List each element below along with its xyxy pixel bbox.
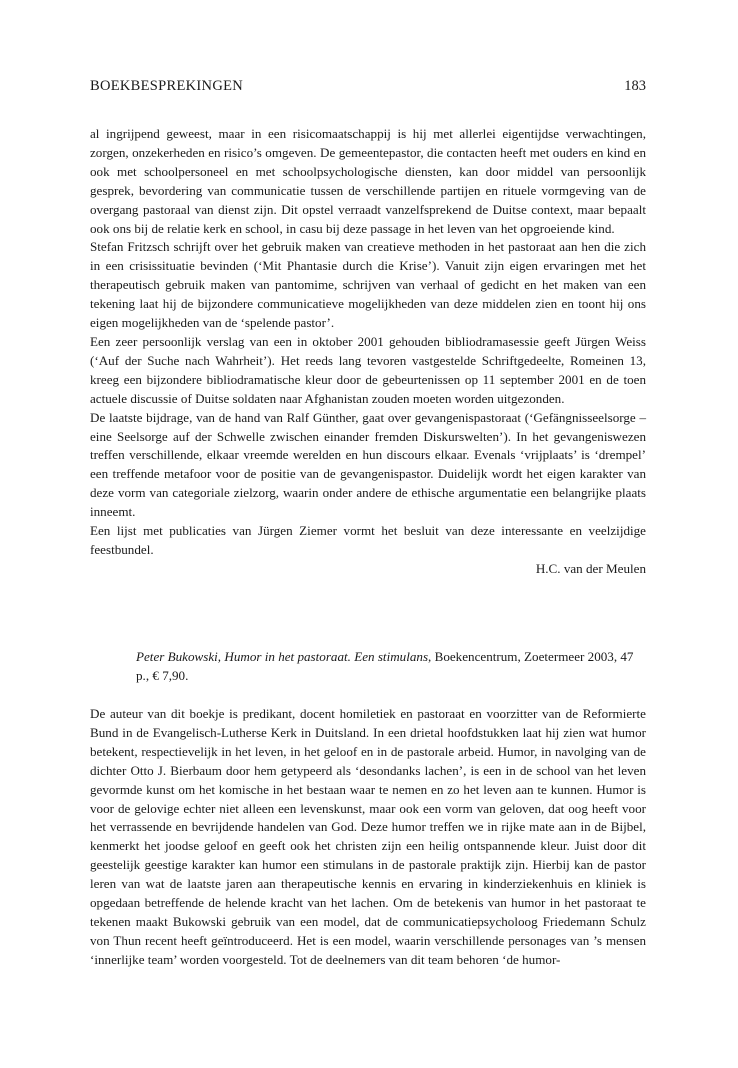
review-1-paragraph: al ingrijpend geweest, maar in een risicomaatschappij is hij met allerlei eigentijdse verwachtingen, zorgen, onzekerheden en risico’s omgeven. De gemeentepastor, die contacten heeft met ouders en kind en ook met schoolpersoneel en met schoolpsychologische diensten, kan door middel van persoonlijk gesprek, bevordering van communicatie tussen de verschillende partijen en rituele vormgeving van de overgang pastoraal van dienst zijn. Dit opstel verraadt vanzelfsprekend de Duitse context, maar bepaalt ook ons bij de relatie kerk en school, in casu bij deze passage in het leven van het opgroeiende kind. bbox=[90, 126, 646, 236]
review-1-paragraph: Een zeer persoonlijk verslag van een in oktober 2001 gehouden bibliodramasessie geeft Jürgen Weiss (‘Auf der Suche nach Wahrheit’). Het reeds lang tevoren vastgestelde Schriftgedeelte, Romeinen 13, kreeg een bijzondere bibliodramatische kleur door de gebeurtenissen op 11 september 2001 en de toen actuele discussie of Duitse soldaten naar Afghanistan zouden moeten worden uitgezonden. bbox=[90, 333, 646, 406]
review-1-body bbox=[90, 125, 646, 579]
running-head: BOEKBESPREKINGEN bbox=[90, 78, 244, 94]
page-header bbox=[90, 78, 646, 100]
page-number: 183 bbox=[624, 78, 646, 94]
review-1-paragraph: De laatste bijdrage, van de hand van Ralf Günther, gaat over gevangenispastoraat (‘Gefängnisseelsorge – eine Seelsorge auf der Schwelle zwischen einander fremden Diskurswelten’). In het gevangeniswezen treffen verschillende, elkaar vreemde werelden en hun discours elkaar. Evenals ‘vrijplaats’ is ‘drempel’ een treffende metafoor voor de positie van de gevangenispastor. Duidelijk wordt het eigen karakter van deze vorm van categoriale zielzorg, waarin onder andere de ethische argumentatie een belangrijke plaats inneemt. bbox=[90, 409, 646, 520]
book-citation bbox=[136, 648, 646, 686]
review-1-paragraph: Stefan Fritzsch schrijft over het gebruik maken van creatieve methoden in het pastoraat aan hen die zich in een crisissituatie bevinden (‘Mit Phantasie durch die Krise’). Vanuit zijn eigen ervaringen met het therapeutisch gebruik maken van pantomime, schrijven van verhaal of gedicht en het maken van een tekening laat hij de bijzondere communicatieve mogelijkheden van deze middelen zien en toont hij ons eigen mogelijkheden van de ‘spelende pastor’. bbox=[90, 239, 646, 331]
reviewer-signature: H.C. van der Meulen bbox=[535, 560, 646, 576]
citation-title: Peter Bukowski, Humor in het pastoraat. Een stimulans bbox=[136, 649, 429, 664]
review-2-body bbox=[90, 705, 646, 970]
review-2-paragraph: De auteur van dit boekje is predikant, docent homiletiek en pastoraat en voorzitter van de Reformierte Bund in de Evangelisch-Lutherse Kerk in Duitsland. In een drietal hoofdstukken laat hij zien wat humor betekent, respectievelijk in het leven, in het geloof en in de pastorale arbeid. Humor, in navolging van de dichter Otto J. Bierbaum door hem getypeerd als ‘desondanks lachen’, is een in de school van het leven gevormde kunst om het komische in het bestaan waar te nemen en zo het leven aan te kunnen. Humor is voor de gelovige echter niet alleen een levenskunst, maar ook een vorm van geloven, dat oog heeft voor het verrassende en bevrijdende handelen van God. Deze humor treffen we in rijke mate aan in de Bijbel, kenmerkt het joodse geloof en geeft ook het christen zijn een heilig ontspannende kleur. Juist door dit geestelijk geestige karakter kan humor een stimulans in de pastorale praktijk zijn. Hierbij kan de pastor leren van wat de laatste jaren aan therapeutische kennis en ervaring in kinderziekenhuis en kliniek is opgedaan betreffende de helende kracht van het lachen. Om de betekenis van humor in het pastoraat te tekenen maakt Bukowski gebruik van een model, dat de communicatiepsycholoog Friedemann Schulz von Thun recent heeft geïntroduceerd. Het is een model, waarin verschillende personages van ’s mensen ‘innerlijke team’ worden voorgesteld. Tot de deelnemers van dit team behoren ‘de humor- bbox=[90, 706, 646, 967]
citation-details: , Boekencentrum, Zoetermeer 2003, 47 p., € 7,90. bbox=[136, 649, 634, 683]
review-1-paragraph: Een lijst met publicaties van Jürgen Ziemer vormt het besluit van deze interessante en veelzijdige feestbundel. bbox=[90, 523, 646, 557]
